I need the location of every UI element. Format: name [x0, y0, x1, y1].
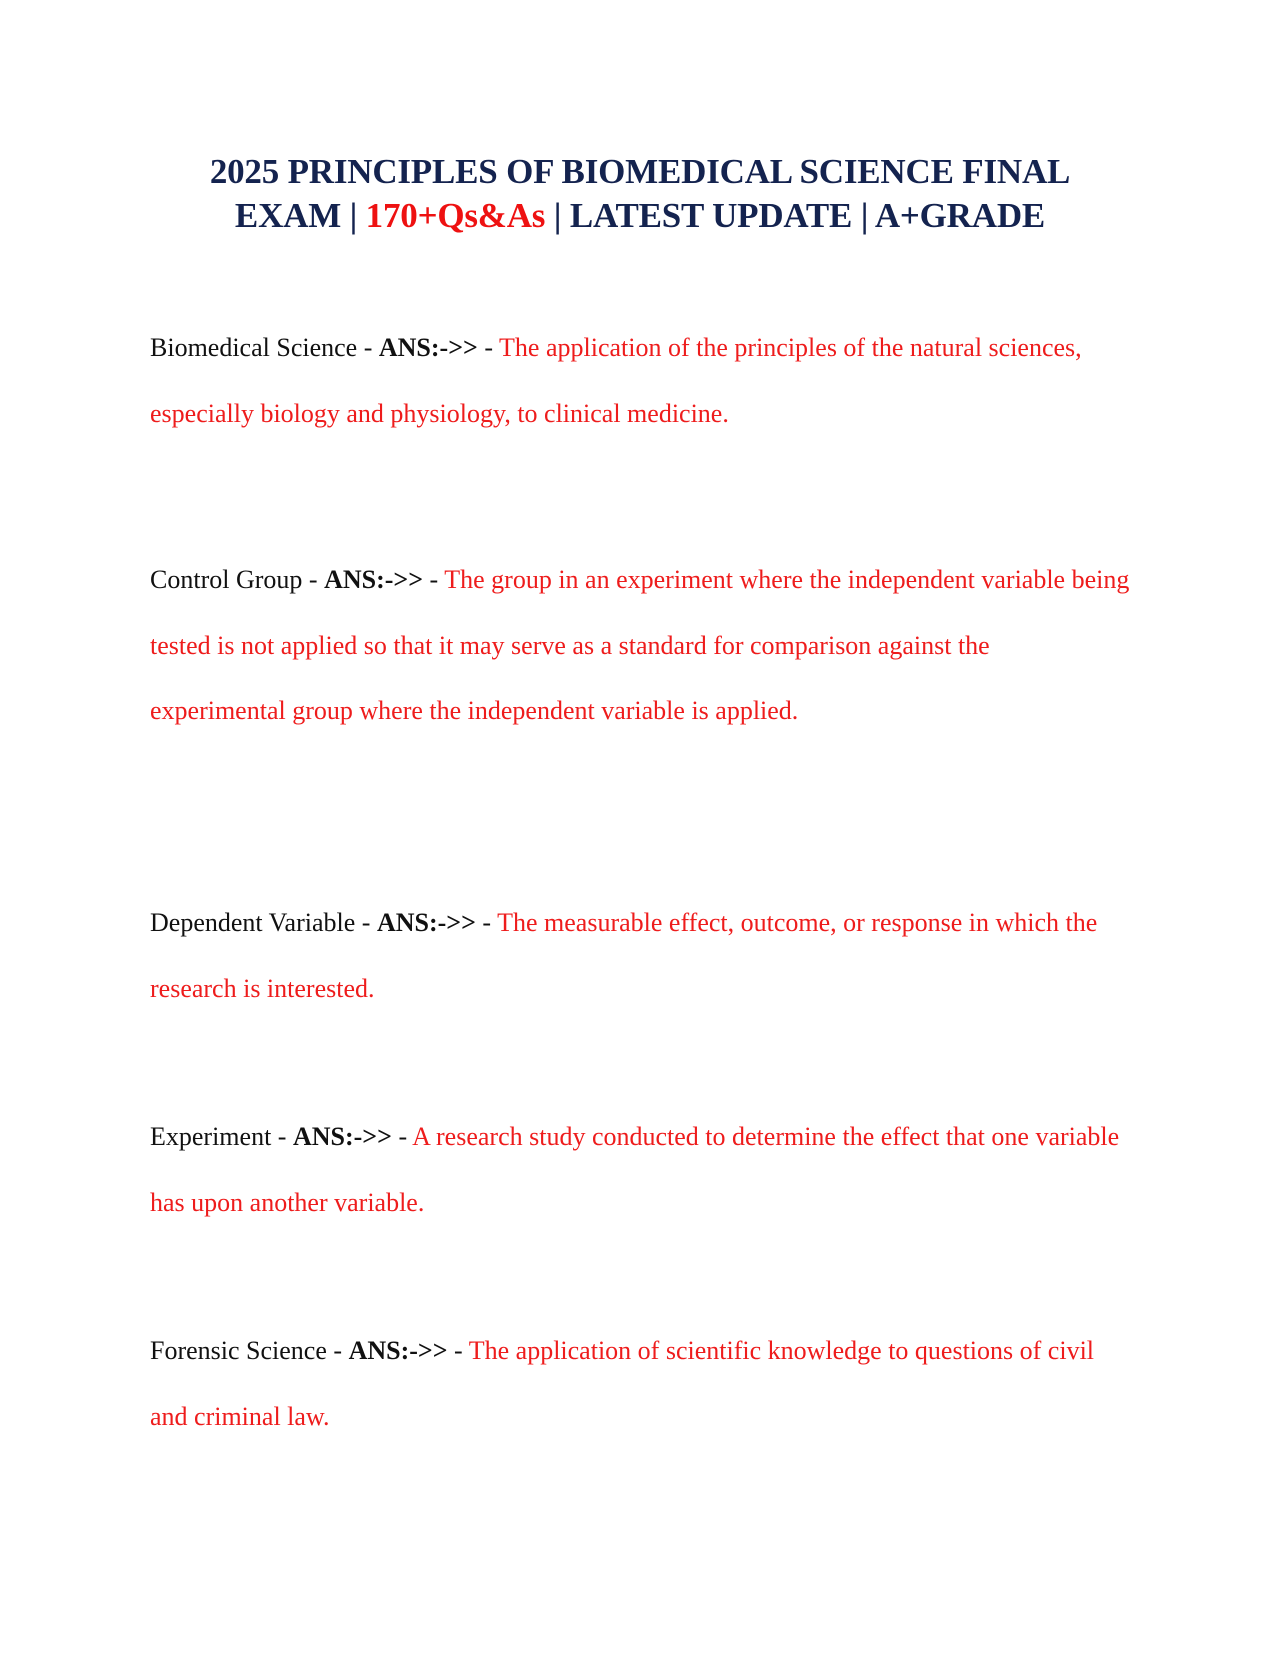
entry-term: Biomedical Science: [150, 333, 358, 362]
qa-entry-dependent-variable: [150, 890, 1130, 1021]
entry-separator: -: [447, 1336, 469, 1365]
entry-definition: A research study conducted to determine the effect that one variable has upon another variable.: [150, 1122, 1120, 1217]
answer-marker: ANS:->>: [324, 565, 424, 594]
entry-definition: The group in an experiment where the independent variable being tested is not applied so that it may serve as a standard for comparison against the experimental group where the independent variable is applied.: [150, 565, 1130, 725]
entry-term: Control Group: [150, 565, 303, 594]
qa-entry-control-group: [150, 547, 1130, 744]
entry-separator: -: [391, 1122, 413, 1151]
title-question-count: 170+Qs&As: [365, 196, 546, 235]
entry-definition: The application of scientific knowledge to questions of civil and criminal law.: [150, 1336, 1095, 1431]
qa-entry-biomedical-science: [150, 315, 1130, 446]
entry-separator: -: [477, 333, 500, 362]
answer-marker: ANS:->>: [378, 333, 478, 362]
entry-separator: -: [357, 333, 379, 362]
answer-marker: ANS:->>: [348, 1336, 448, 1365]
entry-definition: The measurable effect, outcome, or response in which the research is interested.: [150, 908, 1098, 1003]
entry-separator: -: [475, 908, 498, 937]
entry-definition: The application of the principles of the natural sciences, especially biology and physiology, to clinical medicine.: [150, 333, 1082, 428]
qa-entry-forensic-science: [150, 1318, 1130, 1449]
entry-separator: -: [302, 565, 325, 594]
title-line-1: 2025 PRINCIPLES OF BIOMEDICAL SCIENCE FINAL: [209, 152, 1071, 191]
entry-separator: -: [326, 1336, 349, 1365]
answer-marker: ANS:->>: [376, 908, 476, 937]
entry-separator: -: [271, 1122, 293, 1151]
entry-term: Dependent Variable: [150, 908, 356, 937]
answer-marker: ANS:->>: [292, 1122, 392, 1151]
entry-term: Forensic Science: [150, 1336, 327, 1365]
title-line-2-end: | LATEST UPDATE | A+GRADE: [545, 196, 1046, 235]
qa-entry-experiment: [150, 1104, 1130, 1235]
entry-separator: -: [355, 908, 377, 937]
entry-term: Experiment: [150, 1122, 272, 1151]
entry-separator: -: [423, 565, 445, 594]
title-line-2-start: EXAM |: [234, 196, 366, 235]
page-title: [120, 150, 1160, 238]
